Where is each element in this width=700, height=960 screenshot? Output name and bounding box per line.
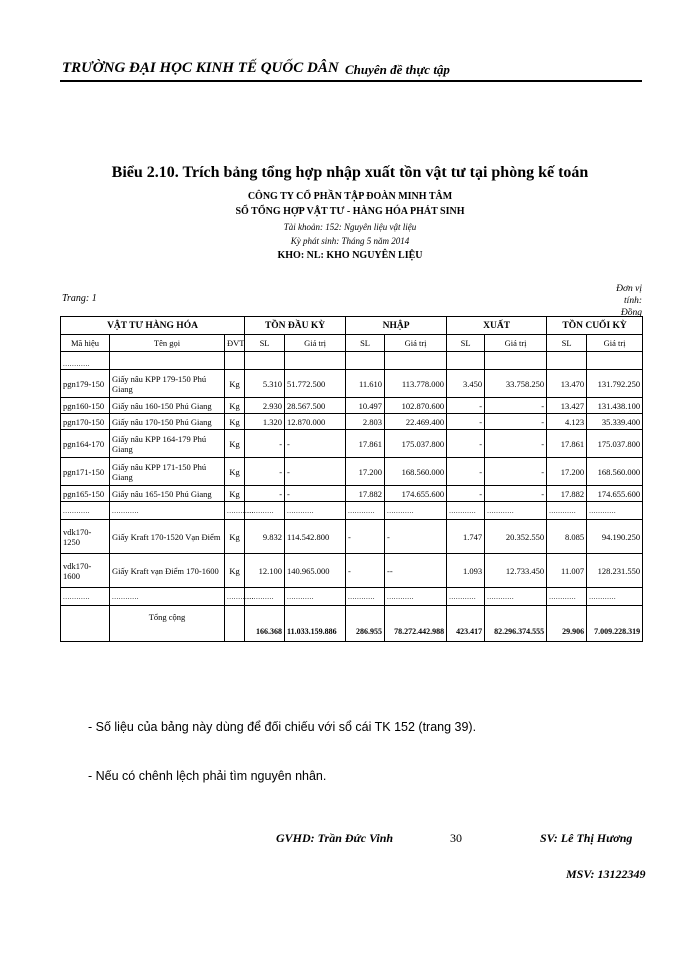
filler-cell: ............	[225, 502, 245, 520]
row-closing-value: 174.655.600	[587, 486, 643, 502]
row-opening-value: -	[285, 430, 346, 458]
document-type: Chuyên đề thực tập	[345, 62, 450, 77]
table-row	[61, 398, 643, 414]
page-label: Trang: 1	[62, 293, 97, 304]
total-code	[61, 606, 110, 642]
filler-cell: ............	[587, 588, 643, 606]
filler-cell: ............	[285, 588, 346, 606]
row-outbound-qty: -	[447, 430, 485, 458]
filler-cell	[346, 352, 385, 370]
row-inbound-qty: -	[346, 520, 385, 554]
row-outbound-value: 33.758.250	[485, 370, 547, 398]
note-1: - Số liệu của bảng này dùng để đối chiếu với sổ cái TK 152 (trang 39).	[88, 720, 477, 734]
book-title: SỔ TỔNG HỢP VẬT TƯ - HÀNG HÓA PHÁT SINH	[235, 206, 465, 217]
col-header-inbound-qty: SL	[346, 335, 385, 352]
row-opening-value: 114.542.800	[285, 520, 346, 554]
row-outbound-value: -	[485, 486, 547, 502]
table-row	[61, 554, 643, 588]
group-header-row	[61, 317, 643, 335]
row-unit: Kg	[225, 370, 245, 398]
row-unit: Kg	[225, 554, 245, 588]
filler-cell	[485, 352, 547, 370]
row-outbound-value: -	[485, 458, 547, 486]
row-code: pgn164-170	[61, 430, 110, 458]
warehouse-line: KHO: NL: KHO NGUYÊN LIỆU	[277, 250, 423, 261]
row-opening-value: 51.772.500	[285, 370, 346, 398]
row-closing-value: 128.231.550	[587, 554, 643, 588]
row-inbound-value: -	[385, 520, 447, 554]
group-header-closing: TỒN CUỐI KỲ	[547, 317, 643, 335]
unit-label	[601, 283, 642, 319]
total-inbound-value: 78.272.442.988	[385, 606, 447, 642]
filler-cell: ............	[346, 502, 385, 520]
note-2: - Nếu có chênh lệch phải tìm nguyên nhân.	[88, 769, 327, 783]
filler-cell: ............	[225, 588, 245, 606]
row-code: pgn170-150	[61, 414, 110, 430]
filler-cell	[285, 352, 346, 370]
col-header-code: Mã hiệu	[61, 335, 110, 352]
filler-cell: ............	[110, 502, 225, 520]
row-outbound-qty: -	[447, 414, 485, 430]
student-id: MSV: 13122349	[566, 867, 646, 881]
table-row	[61, 486, 643, 502]
inventory-summary-table	[60, 316, 643, 642]
row-opening-qty: 9.832	[245, 520, 285, 554]
row-inbound-qty: 17.882	[346, 486, 385, 502]
student-name: SV: Lê Thị Hương	[540, 831, 633, 845]
row-code: pgn165-150	[61, 486, 110, 502]
row-closing-qty: 17.882	[547, 486, 587, 502]
filler-cell	[225, 352, 245, 370]
row-name: Giấy nâu KPP 179-150 Phú Giang	[110, 370, 225, 398]
filler-cell: ............	[61, 588, 110, 606]
filler-cell: ............	[61, 502, 110, 520]
row-unit: Kg	[225, 430, 245, 458]
table-row	[61, 370, 643, 398]
col-header-closing-qty: SL	[547, 335, 587, 352]
total-closing-value: 7.009.228.319	[587, 606, 643, 642]
row-closing-value: 131.438.100	[587, 398, 643, 414]
row-closing-value: 35.339.400	[587, 414, 643, 430]
company-name: CÔNG TY CỔ PHẦN TẬP ĐOÀN MINH TÂM	[247, 191, 453, 202]
row-name: Giấy nâu 170-150 Phú Giang	[110, 414, 225, 430]
row-outbound-qty: 1.747	[447, 520, 485, 554]
filler-cell: ............	[385, 502, 447, 520]
filler-row	[61, 588, 643, 606]
row-closing-qty: 4.123	[547, 414, 587, 430]
group-header-inbound: NHẬP	[346, 317, 447, 335]
row-outbound-qty: 1.093	[447, 554, 485, 588]
filler-cell: ............	[110, 588, 225, 606]
row-inbound-value: 22.469.400	[385, 414, 447, 430]
unit-label-line1: Đơn vị tính:	[616, 284, 642, 306]
row-outbound-value: -	[485, 430, 547, 458]
table-row	[61, 414, 643, 430]
col-header-unit: ĐVT	[225, 335, 245, 352]
filler-cell: ............	[547, 588, 587, 606]
row-closing-value: 175.037.800	[587, 430, 643, 458]
row-outbound-qty: -	[447, 486, 485, 502]
row-outbound-value: -	[485, 398, 547, 414]
row-name: Giấy nâu KPP 164-179 Phú Giang	[110, 430, 225, 458]
row-opening-value: -	[285, 458, 346, 486]
col-header-name: Tên gọi	[110, 335, 225, 352]
filler-cell: ............	[346, 588, 385, 606]
row-opening-qty: -	[245, 430, 285, 458]
filler-cell: ............	[547, 502, 587, 520]
row-inbound-value: 174.655.600	[385, 486, 447, 502]
col-header-outbound-value: Giá trị	[485, 335, 547, 352]
row-outbound-qty: -	[447, 458, 485, 486]
row-outbound-qty: -	[447, 398, 485, 414]
filler-cell	[385, 352, 447, 370]
row-opening-qty: -	[245, 458, 285, 486]
group-header-items: VẬT TƯ HÀNG HÓA	[61, 317, 245, 335]
row-inbound-qty: 11.610	[346, 370, 385, 398]
row-code: pgn179-150	[61, 370, 110, 398]
filler-cell: ............	[485, 588, 547, 606]
row-closing-value: 168.560.000	[587, 458, 643, 486]
row-inbound-qty: 2.803	[346, 414, 385, 430]
row-inbound-value: 102.870.600	[385, 398, 447, 414]
table-row	[61, 458, 643, 486]
row-closing-qty: 17.861	[547, 430, 587, 458]
filler-cell: ............	[245, 588, 285, 606]
row-unit: Kg	[225, 520, 245, 554]
row-opening-qty: 1.320	[245, 414, 285, 430]
col-header-opening-qty: SL	[245, 335, 285, 352]
total-opening-qty: 166.368	[245, 606, 285, 642]
filler-cell: ............	[385, 588, 447, 606]
row-opening-value: 28.567.500	[285, 398, 346, 414]
row-code: pgn171-150	[61, 458, 110, 486]
total-unit	[225, 606, 245, 642]
page-number: 30	[450, 831, 462, 845]
supervisor-name: GVHD: Trần Đức Vinh	[276, 831, 394, 845]
account-line: Tài khoản: 152: Nguyên liệu vật liệu	[283, 222, 417, 232]
total-closing-qty: 29.906	[547, 606, 587, 642]
filler-cell	[110, 352, 225, 370]
row-name: Giấy nâu 165-150 Phú Giang	[110, 486, 225, 502]
row-opening-qty: 2.930	[245, 398, 285, 414]
filler-cell: ............	[61, 352, 110, 370]
total-outbound-qty: 423.417	[447, 606, 485, 642]
table-row	[61, 430, 643, 458]
total-outbound-value: 82.296.374.555	[485, 606, 547, 642]
row-opening-value: 12.870.000	[285, 414, 346, 430]
row-inbound-qty: 17.861	[346, 430, 385, 458]
row-unit: Kg	[225, 458, 245, 486]
row-outbound-qty: 3.450	[447, 370, 485, 398]
row-unit: Kg	[225, 398, 245, 414]
row-inbound-value: --	[385, 554, 447, 588]
row-unit: Kg	[225, 486, 245, 502]
row-outbound-value: 12.733.450	[485, 554, 547, 588]
group-header-opening: TỒN ĐẦU KỲ	[245, 317, 346, 335]
filler-cell: ............	[485, 502, 547, 520]
row-inbound-qty: 10.497	[346, 398, 385, 414]
report-title: Biểu 2.10. Trích bảng tổng hợp nhập xuất tồn vật tư tại phòng kế toán	[111, 164, 589, 181]
filler-row	[61, 352, 643, 370]
filler-cell: ............	[447, 588, 485, 606]
row-closing-qty: 13.470	[547, 370, 587, 398]
row-closing-qty: 11.007	[547, 554, 587, 588]
row-inbound-qty: 17.200	[346, 458, 385, 486]
row-name: Giấy nâu KPP 171-150 Phú Giang	[110, 458, 225, 486]
row-closing-qty: 8.085	[547, 520, 587, 554]
row-opening-value: -	[285, 486, 346, 502]
row-code: pgn160-150	[61, 398, 110, 414]
filler-cell	[447, 352, 485, 370]
period-line: Kỳ phát sinh: Tháng 5 năm 2014	[290, 236, 410, 246]
row-inbound-qty: -	[346, 554, 385, 588]
filler-cell	[245, 352, 285, 370]
total-opening-value: 11.033.159.886	[285, 606, 346, 642]
row-inbound-value: 175.037.800	[385, 430, 447, 458]
group-header-outbound: XUẤT	[447, 317, 547, 335]
university-name: TRƯỜNG ĐẠI HỌC KINH TẾ QUỐC DÂN	[62, 60, 339, 76]
filler-cell: ............	[587, 502, 643, 520]
col-header-closing-value: Giá trị	[587, 335, 643, 352]
row-name: Giấy nâu 160-150 Phú Giang	[110, 398, 225, 414]
row-code: vdk170-1250	[61, 520, 110, 554]
total-inbound-qty: 286.955	[346, 606, 385, 642]
row-opening-qty: -	[245, 486, 285, 502]
row-outbound-value: -	[485, 414, 547, 430]
row-inbound-value: 168.560.000	[385, 458, 447, 486]
filler-cell: ............	[447, 502, 485, 520]
row-opening-qty: 12.100	[245, 554, 285, 588]
sub-header-row	[61, 335, 643, 352]
filler-row	[61, 502, 643, 520]
row-closing-qty: 17.200	[547, 458, 587, 486]
filler-cell: ............	[285, 502, 346, 520]
row-unit: Kg	[225, 414, 245, 430]
col-header-outbound-qty: SL	[447, 335, 485, 352]
row-closing-qty: 13.427	[547, 398, 587, 414]
header-rule	[60, 80, 642, 82]
total-label: Tổng cộng	[110, 606, 225, 642]
row-closing-value: 131.792.250	[587, 370, 643, 398]
row-inbound-value: 113.778.000	[385, 370, 447, 398]
col-header-opening-value: Giá trị	[285, 335, 346, 352]
row-opening-qty: 5.310	[245, 370, 285, 398]
total-row	[61, 606, 643, 642]
filler-cell	[587, 352, 643, 370]
unit-label-line2: Đồng	[620, 308, 642, 318]
row-name: Giấy Kraft vạn Điểm 170-1600	[110, 554, 225, 588]
row-code: vdk170-1600	[61, 554, 110, 588]
table-row	[61, 520, 643, 554]
filler-cell	[547, 352, 587, 370]
filler-cell: ............	[245, 502, 285, 520]
col-header-inbound-value: Giá trị	[385, 335, 447, 352]
row-opening-value: 140.965.000	[285, 554, 346, 588]
row-outbound-value: 20.352.550	[485, 520, 547, 554]
row-name: Giấy Kraft 170-1520 Vạn Điểm	[110, 520, 225, 554]
row-closing-value: 94.190.250	[587, 520, 643, 554]
